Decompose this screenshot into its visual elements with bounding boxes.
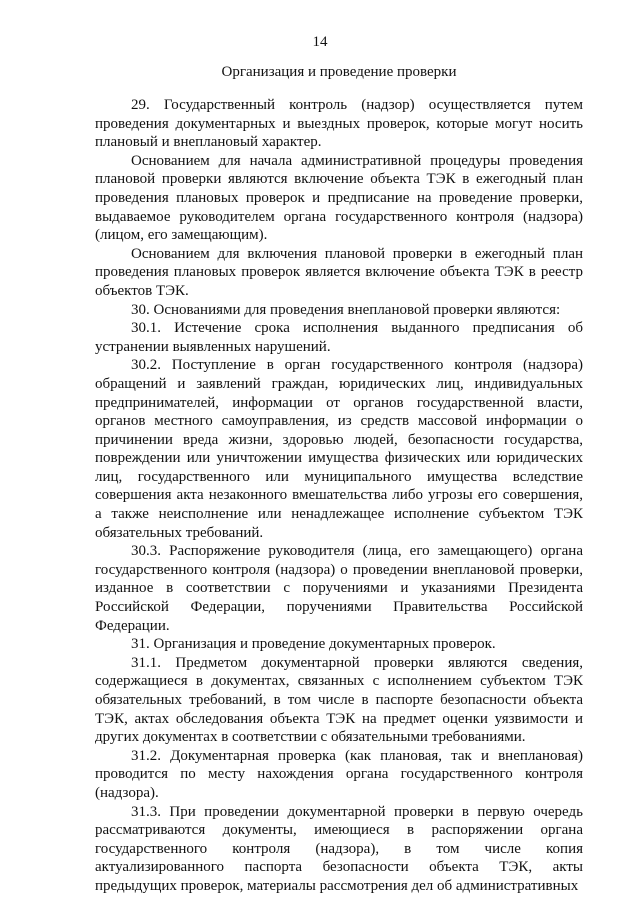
paragraph-30-3: 30.3. Распоряжение руководителя (лица, его замещающего) органа государственного контроля (надзора) о проведении внеплановой проверки, изданное в соответствии с поручениями и указаниями Президента Российской Федерации, поручениями Правительства Российской Федерации.	[95, 543, 583, 634]
paragraph-29: 29. Государственный контроль (надзор) осуществляется путем проведения документарных и выездных проверок, которые могут носить плановый и внеплановый характер.	[95, 97, 583, 151]
paragraph-31: 31. Организация и проведение документарных проверок.	[131, 636, 496, 653]
paragraph-30: 30. Основаниями для проведения внеплановой проверки являются:	[131, 301, 561, 318]
paragraph-30-1: 30.1. Истечение срока исполнения выданного предписания об устранении выявленных нарушений.	[95, 320, 583, 355]
paragraph-planned-basis: Основанием для начала административной процедуры проведения плановой проверки являются включение объекта ТЭК в ежегодный план проведения плановых проверок и предписание на проведение проверки, выдаваемое руководителем органа государственного контроля (надзора) (лицом, его замещающим).	[95, 152, 583, 244]
paragraph-plan-inclusion: Основанием для включения плановой проверки в ежегодный план проведения плановых проверок является включение объекта ТЭК в реестр объектов ТЭК.	[95, 245, 583, 299]
section-heading: Организация и проведение проверки	[221, 64, 457, 80]
paragraph-31-3: 31.3. При проведении документарной проверки в первую очередь рассматриваются документы, имеющиеся в распоряжении органа государственного контроля (надзора), в том числе копия актуализированного паспорта безопасности объекта ТЭК, акты предыдущих проверок, материалы рассмотрения дел об административных	[95, 803, 583, 894]
paragraph-30-2: 30.2. Поступление в орган государственного контроля (надзора) обращений и заявлений граждан, юридических лиц, индивидуальных предпринимателей, информации от органов государственной власти, органов местного самоуправления, из средств массовой информации о причинении вреда жизни, здоровью людей, безопасности государства, повреждении или уничтожении имущества физических или юридических лиц, государственного или муниципального имущества вследствие совершения акта незаконного вмешательства либо угрозы его совершения, а также неисполнение или ненадлежащее исполнение субъектом ТЭК обязательных требований.	[95, 357, 583, 541]
paragraph-31-2: 31.2. Документарная проверка (как плановая, так и внеплановая) проводится по месту нахождения органа государственного контроля (надзора).	[95, 747, 583, 801]
document-body	[95, 96, 583, 896]
page-number: 14	[312, 34, 328, 50]
paragraph-31-1: 31.1. Предметом документарной проверки являются сведения, содержащиеся в документах, связанных с исполнением субъектом ТЭК обязательных требований, в том числе в паспорте безопасности объекта ТЭК, актах обследования объекта ТЭК на предмет оценки уязвимости и других документах в соответствии с обязательными требованиями.	[95, 654, 583, 746]
